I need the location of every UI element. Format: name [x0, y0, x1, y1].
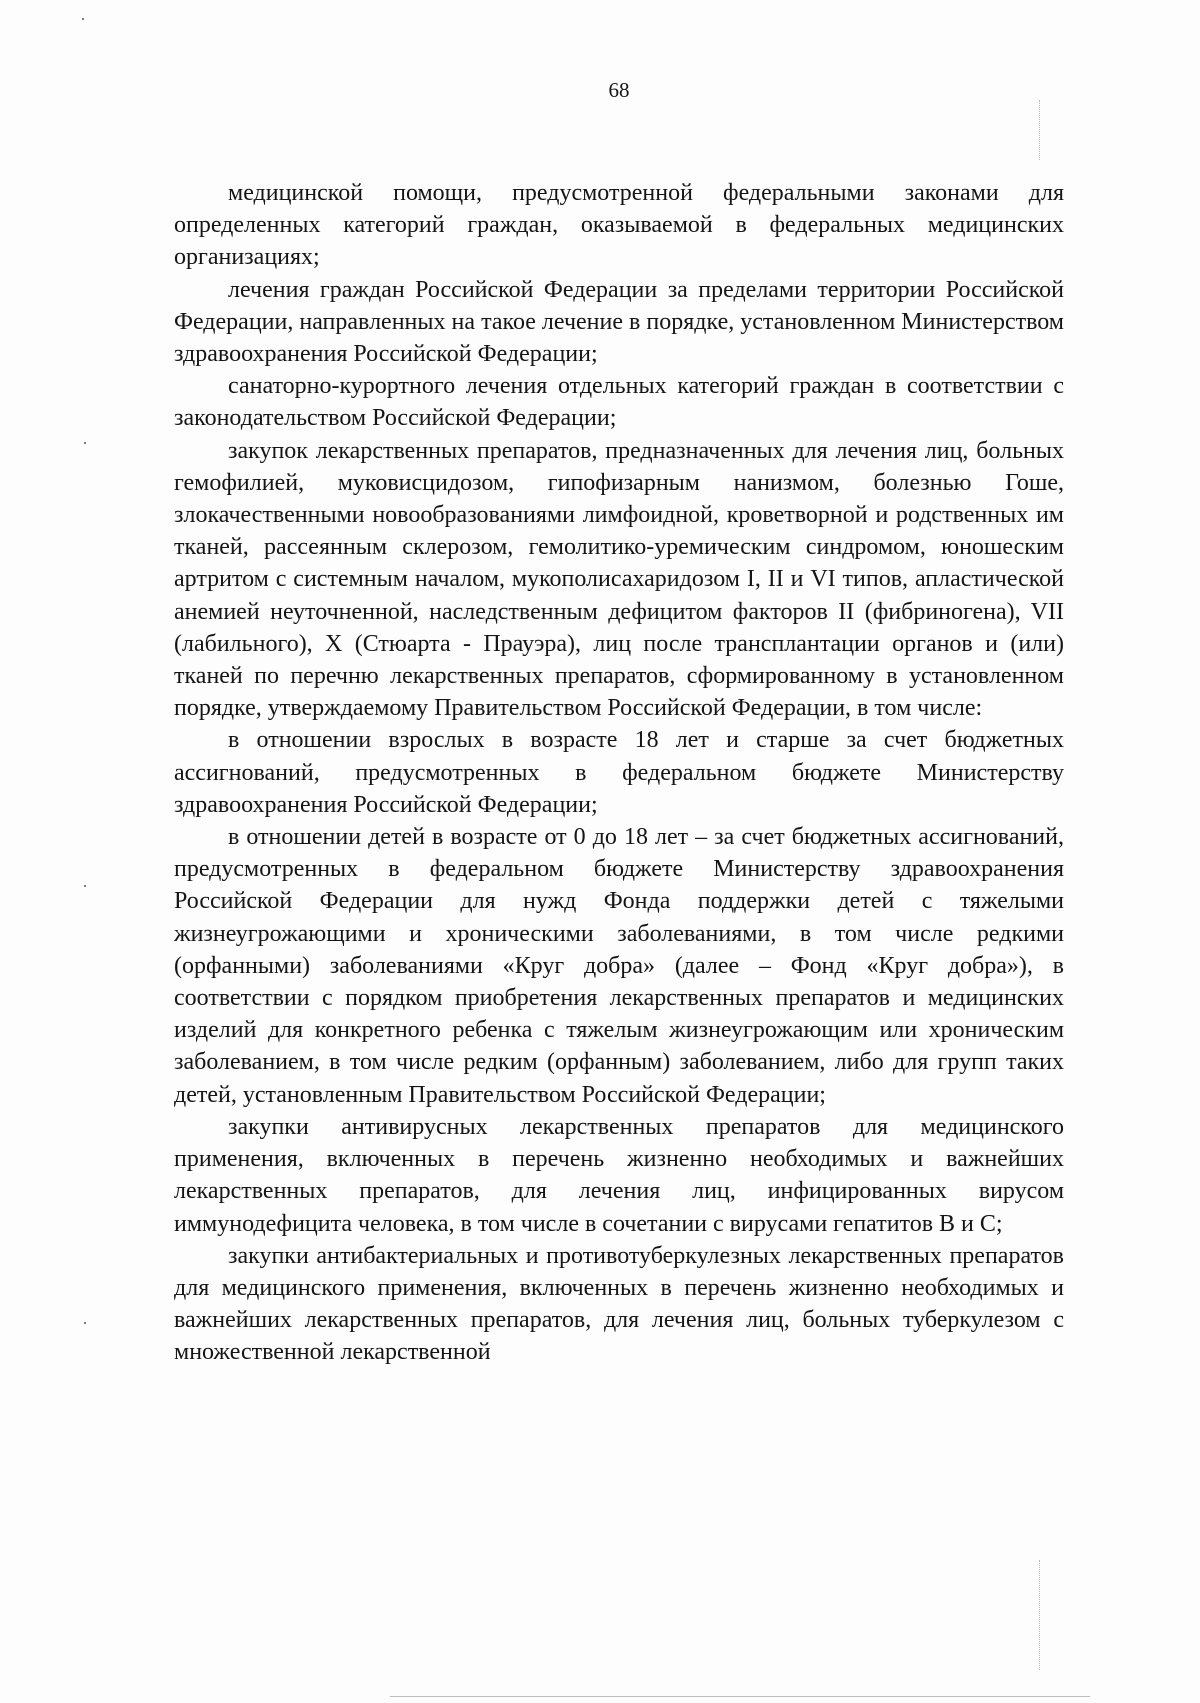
scan-speck [82, 18, 84, 20]
scan-bottom-edge [390, 1696, 1090, 1697]
page-number: 68 [608, 78, 630, 102]
paragraph: закупок лекарственных препаратов, предназначенных для лечения лиц, больных гемофилией, муковисцидозом, гипофизарным нанизмом, болезнью Гоше, злокачественными новообразованиями лимфоидной, кроветворной и родственных им тканей, рассеянным склерозом, гемолитико-уремическим синдромом, юношеским артритом с системным началом, мукополисахаридозом I, II и VI типов, апластической анемией неуточненной, наследственным дефицитом факторов II (фибриногена), VII (лабильного), X (Стюарта - Прауэра), лиц после трансплантации органов и (или) тканей по перечню лекарственных препаратов, сформированному в установленном порядке, утверждаемому Правительством Российской Федерации, в том числе: [174, 437, 1065, 722]
scan-speck [84, 442, 86, 444]
paragraph: санаторно-курортного лечения отдельных категорий граждан в соответствии с законодательством Российской Федерации; [174, 373, 1064, 432]
paragraph: в отношении взрослых в возрасте 18 лет и старше за счет бюджетных ассигнований, предусмотренных в федеральном бюджете Министерству здравоохранения Российской Федерации; [174, 727, 1064, 818]
paragraph: в отношении детей в возрасте от 0 до 18 лет – за счет бюджетных ассигнований, предусмотренных в федеральном бюджете Министерству здравоохранения Российской Федерации для нужд Фонда поддержки детей с тяжелыми жизнеугрожающими и хроническими заболеваниями, в том числе редкими (орфанными) заболеваниями «Круг добра» (далее – Фонд «Круг добра»), в соответствии с порядком приобретения лекарственных препаратов и медицинских изделий для конкретного ребенка с тяжелым жизнеугрожающим или хроническим заболеванием, в том числе редким (орфанным) заболеванием, либо для групп таких детей, установленным Правительством Российской Федерации; [174, 824, 1064, 1108]
scan-speck [84, 885, 86, 887]
paragraph: закупки антибактериальных и противотуберкулезных лекарственных препаратов для медицинского применения, включенных в перечень жизненно необходимых и важнейших лекарственных препаратов, для лечения лиц, больных туберкулезом с множественной лекарственной [174, 1242, 1064, 1366]
scan-speck [84, 1322, 86, 1324]
paragraph: лечения граждан Российской Федерации за пределами территории Российской Федерации, направленных на такое лечение в порядке, установленном Министерством здравоохранения Российской Федерации; [174, 276, 1064, 368]
scan-margin-marks [1039, 100, 1041, 160]
scan-margin-marks [1039, 1560, 1041, 1670]
document-body [174, 177, 1064, 1369]
paragraph: медицинской помощи, предусмотренной федеральными законами для определенных категорий граждан, оказываемой в федеральных медицинских организациях; [174, 180, 1064, 271]
paragraph: закупки антивирусных лекарственных препаратов для медицинского применения, включенных в перечень жизненно необходимых и важнейших лекарственных препаратов, для лечения лиц, инфицированных вирусом иммунодефицита человека, в том числе в сочетании с вирусами гепатитов B и C; [174, 1113, 1064, 1237]
